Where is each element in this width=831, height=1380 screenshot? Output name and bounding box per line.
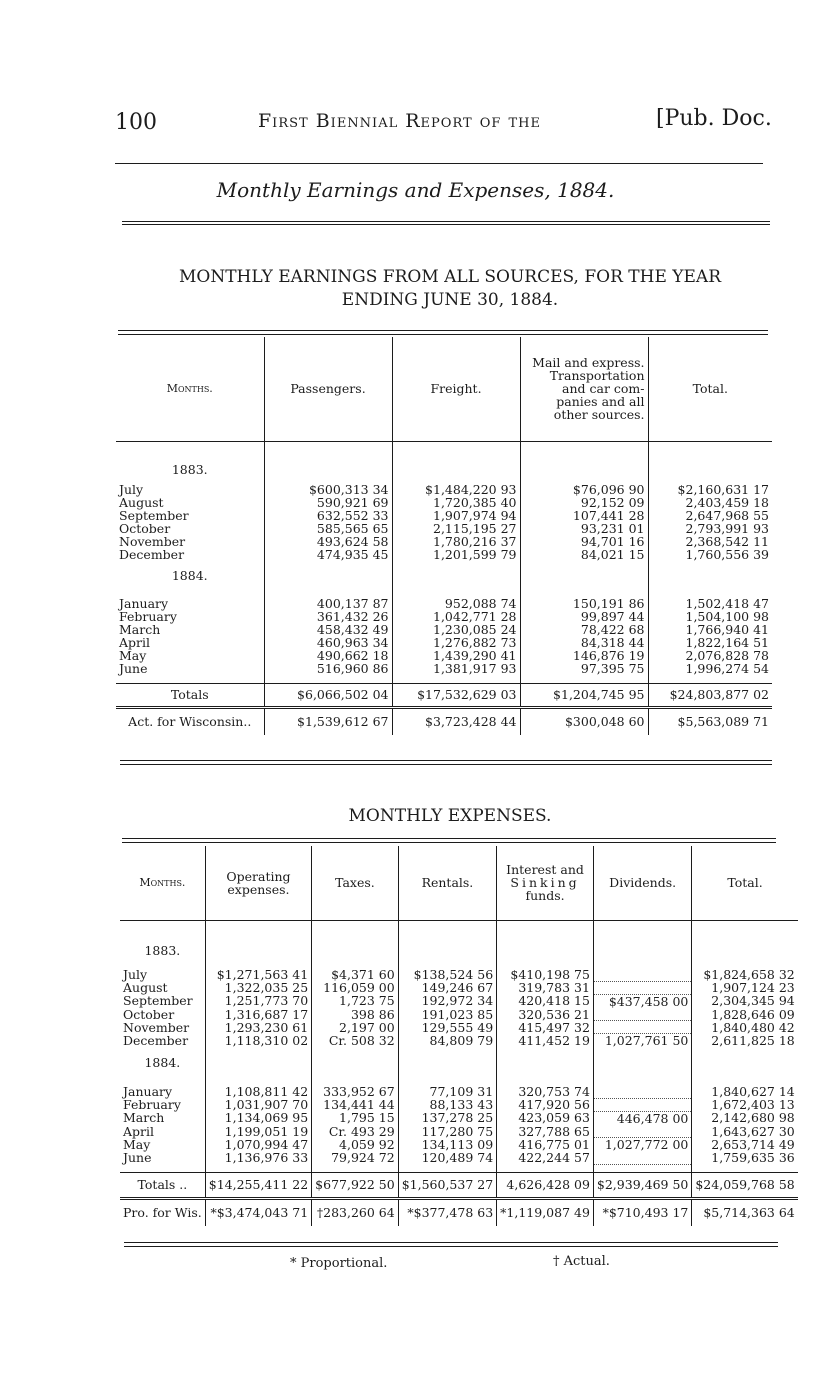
value-cell: [593, 1021, 691, 1034]
value-cell: *$3,474,043 71: [205, 1198, 311, 1226]
value-cell: Cr. 508 32: [312, 1034, 399, 1048]
earnings-bottom-rule-1: [120, 760, 772, 761]
value-cell: 117,280 75: [398, 1125, 496, 1138]
value-cell: 516,960 86: [264, 662, 392, 675]
value-cell: 1,027,761 50: [593, 1034, 691, 1048]
value-cell: 590,921 69: [264, 496, 392, 509]
value-cell: 191,023 85: [398, 1008, 496, 1021]
month-label: March: [119, 622, 161, 637]
month-label: January: [119, 596, 169, 611]
row-label: Act. for Wisconsin..: [128, 714, 252, 730]
col-total: Total.: [648, 337, 772, 441]
value-cell: $5,563,089 71: [648, 707, 772, 735]
value-cell: $1,484,220 93: [392, 483, 520, 496]
value-cell: 1,134,069 95: [205, 1111, 311, 1125]
row-label: Pro. for Wis.: [123, 1205, 202, 1221]
value-cell: 1,766,940 41: [648, 623, 772, 636]
footnote-actual: † Actual.: [553, 1254, 610, 1269]
value-cell: [593, 1125, 691, 1138]
value-cell: 1,027,772 00: [593, 1138, 691, 1152]
col-passengers: Passengers.: [264, 337, 392, 441]
value-cell: 1,795 15: [312, 1111, 399, 1125]
month-label: November: [123, 1019, 190, 1035]
table-row: [120, 1098, 798, 1111]
pub-doc-label: [Pub. Doc.: [656, 106, 772, 131]
value-cell: $1,539,612 67: [264, 707, 392, 735]
col-total: Total.: [692, 846, 798, 920]
totals-row: [120, 1172, 798, 1198]
value-cell: 99,897 44: [520, 610, 648, 623]
value-cell: 2,304,345 94: [692, 994, 798, 1008]
value-cell: [593, 1085, 691, 1098]
value-cell: 134,113 09: [398, 1138, 496, 1152]
value-cell: 1,316,687 17: [205, 1008, 311, 1021]
value-cell: 2,403,459 18: [648, 496, 772, 509]
earnings-top-rule-2: [118, 334, 768, 335]
value-cell: $1,824,658 32: [692, 968, 798, 981]
earnings-title-line1: MONTHLY EARNINGS FROM ALL SOURCES, FOR THE YEAR: [179, 267, 721, 287]
value-cell: 1,723 75: [312, 994, 399, 1008]
value-cell: $2,939,469 50: [593, 1172, 691, 1198]
value-cell: $24,803,877 02: [648, 683, 772, 707]
value-cell: 327,788 65: [497, 1125, 594, 1138]
table-row: [120, 1021, 798, 1034]
value-cell: 2,793,991 93: [648, 522, 772, 535]
table-row: [120, 1111, 798, 1125]
value-cell: 1,643,627 30: [692, 1125, 798, 1138]
value-cell: 78,422 68: [520, 623, 648, 636]
value-cell: $6,066,502 04: [264, 683, 392, 707]
value-cell: 1,759,635 36: [692, 1151, 798, 1164]
value-cell: 1,828,646 09: [692, 1008, 798, 1021]
value-cell: 474,935 45: [264, 548, 392, 561]
value-cell: 2,653,714 49: [692, 1138, 798, 1152]
value-cell: 1,251,773 70: [205, 994, 311, 1008]
table-row: [120, 1151, 798, 1164]
table-row: [120, 1125, 798, 1138]
value-cell: 84,021 15: [520, 548, 648, 561]
month-label: August: [119, 495, 164, 510]
value-cell: 1,780,216 37: [392, 535, 520, 548]
value-cell: 400,137 87: [264, 597, 392, 610]
value-cell: $24,059,768 58: [692, 1172, 798, 1198]
value-cell: $4,371 60: [312, 968, 399, 981]
value-cell: 1,907,974 94: [392, 509, 520, 522]
value-cell: 2,647,968 55: [648, 509, 772, 522]
value-cell: 2,368,542 11: [648, 535, 772, 548]
value-cell: 446,478 00: [593, 1111, 691, 1125]
value-cell: 1,502,418 47: [648, 597, 772, 610]
month-label: September: [123, 993, 193, 1009]
value-cell: 94,701 16: [520, 535, 648, 548]
month-label: January: [123, 1084, 173, 1099]
table-row: [120, 1008, 798, 1021]
col-dividends: Dividends.: [593, 846, 691, 920]
value-cell: 1,070,994 47: [205, 1138, 311, 1152]
pro-wisconsin-row: [120, 1198, 798, 1226]
month-label: May: [123, 1136, 151, 1152]
value-cell: 1,760,556 39: [648, 548, 772, 561]
value-cell: $410,198 75: [497, 968, 594, 981]
table-row: [120, 1138, 798, 1152]
value-cell: 415,497 32: [497, 1021, 594, 1034]
expenses-bottom-rule-1: [124, 1242, 778, 1243]
subtitle-rule-1: [122, 221, 770, 222]
table-row: [116, 662, 772, 675]
act-wisconsin-row: [116, 707, 772, 735]
value-cell: 1,108,811 42: [205, 1085, 311, 1098]
value-cell: †283,260 64: [312, 1198, 399, 1226]
expenses-bottom-rule-2: [124, 1246, 778, 1247]
value-cell: 77,109 31: [398, 1085, 496, 1098]
value-cell: 97,395 75: [520, 662, 648, 675]
month-label: May: [119, 648, 147, 663]
value-cell: [593, 981, 691, 994]
col-interest: Interest and Sinking funds.: [497, 846, 594, 920]
year-label: 1884.: [144, 1054, 181, 1070]
earnings-top-rule-1: [118, 330, 768, 331]
earnings-bottom-rule-2: [120, 764, 772, 765]
value-cell: 416,775 01: [497, 1138, 594, 1152]
earnings-table: [116, 337, 772, 735]
value-cell: $17,532,629 03: [392, 683, 520, 707]
value-cell: 88,133 43: [398, 1098, 496, 1111]
table-row: [116, 548, 772, 561]
value-cell: $138,524 56: [398, 968, 496, 981]
earnings-title-line2: ENDING JUNE 30, 1884.: [341, 290, 559, 310]
month-label: February: [119, 609, 177, 624]
value-cell: $5,714,363 64: [692, 1198, 798, 1226]
value-cell: 129,555 49: [398, 1021, 496, 1034]
value-cell: 1,322,035 25: [205, 981, 311, 994]
value-cell: [593, 968, 691, 981]
value-cell: 1,504,100 98: [648, 610, 772, 623]
value-cell: 1,840,627 14: [692, 1085, 798, 1098]
month-label: December: [119, 547, 185, 562]
value-cell: $14,255,411 22: [205, 1172, 311, 1198]
value-cell: 490,662 18: [264, 649, 392, 662]
col-taxes: Taxes.: [312, 846, 399, 920]
value-cell: 93,231 01: [520, 522, 648, 535]
value-cell: *$710,493 17: [593, 1198, 691, 1226]
running-title: First Biennial Report of the: [258, 110, 541, 132]
value-cell: $1,560,537 27: [398, 1172, 496, 1198]
value-cell: 320,753 74: [497, 1085, 594, 1098]
col-operating: Operating expenses.: [205, 846, 311, 920]
row-label: Totals ..: [137, 1177, 188, 1192]
value-cell: 107,441 28: [520, 509, 648, 522]
value-cell: 1,293,230 61: [205, 1021, 311, 1034]
value-cell: $2,160,631 17: [648, 483, 772, 496]
value-cell: 116,059 00: [312, 981, 399, 994]
row-label: Totals: [170, 687, 209, 702]
expenses-top-rule-1: [122, 838, 776, 839]
subtitle-rule-2: [122, 224, 770, 225]
month-label: October: [119, 521, 171, 536]
table-row: [120, 994, 798, 1008]
value-cell: $677,922 50: [312, 1172, 399, 1198]
value-cell: 411,452 19: [497, 1034, 594, 1048]
value-cell: 4,059 92: [312, 1138, 399, 1152]
totals-row: [116, 683, 772, 707]
value-cell: 1,276,882 73: [392, 636, 520, 649]
value-cell: 84,809 79: [398, 1034, 496, 1048]
month-label: April: [123, 1123, 154, 1139]
page-number: 100: [115, 110, 157, 135]
value-cell: $76,096 90: [520, 483, 648, 496]
month-label: March: [123, 1110, 165, 1126]
value-cell: 120,489 74: [398, 1151, 496, 1164]
value-cell: 952,088 74: [392, 597, 520, 610]
expenses-title: MONTHLY EXPENSES.: [348, 806, 552, 826]
value-cell: [593, 1098, 691, 1111]
value-cell: 4,626,428 09: [497, 1172, 594, 1198]
value-cell: [593, 1008, 691, 1021]
value-cell: 192,972 34: [398, 994, 496, 1008]
table-row: [120, 1034, 798, 1048]
value-cell: 398 86: [312, 1008, 399, 1021]
value-cell: $3,723,428 44: [392, 707, 520, 735]
value-cell: $1,271,563 41: [205, 968, 311, 981]
month-label: August: [123, 980, 168, 995]
value-cell: $300,048 60: [520, 707, 648, 735]
value-cell: 493,624 58: [264, 535, 392, 548]
value-cell: 1,822,164 51: [648, 636, 772, 649]
value-cell: 1,201,599 79: [392, 548, 520, 561]
col-rentals: Rentals.: [398, 846, 496, 920]
value-cell: 460,963 34: [264, 636, 392, 649]
value-cell: *1,119,087 49: [497, 1198, 594, 1226]
expenses-table: [120, 846, 798, 1226]
value-cell: 134,441 44: [312, 1098, 399, 1111]
value-cell: 417,920 56: [497, 1098, 594, 1111]
year-label: 1884.: [171, 567, 208, 583]
value-cell: 361,432 26: [264, 610, 392, 623]
month-label: November: [119, 534, 186, 549]
value-cell: 1,996,274 54: [648, 662, 772, 675]
value-cell: 2,197 00: [312, 1021, 399, 1034]
value-cell: 422,244 57: [497, 1151, 594, 1164]
month-label: July: [119, 482, 144, 497]
value-cell: $600,313 34: [264, 483, 392, 496]
value-cell: 1,118,310 02: [205, 1034, 311, 1048]
col-months: Months.: [139, 876, 186, 890]
value-cell: 84,318 44: [520, 636, 648, 649]
value-cell: 150,191 86: [520, 597, 648, 610]
value-cell: 1,840,480 42: [692, 1021, 798, 1034]
month-label: February: [123, 1097, 181, 1112]
year-label: 1883.: [144, 943, 181, 958]
footnote-proportional: * Proportional.: [290, 1256, 388, 1271]
value-cell: Cr. 493 29: [312, 1125, 399, 1138]
value-cell: 632,552 33: [264, 509, 392, 522]
value-cell: 1,199,051 19: [205, 1125, 311, 1138]
value-cell: *$377,478 63: [398, 1198, 496, 1226]
table-row: [120, 981, 798, 994]
value-cell: 319,783 31: [497, 981, 594, 994]
value-cell: 1,381,917 93: [392, 662, 520, 675]
value-cell: 1,031,907 70: [205, 1098, 311, 1111]
value-cell: 420,418 15: [497, 994, 594, 1008]
value-cell: 1,907,124 23: [692, 981, 798, 994]
value-cell: 2,115,195 27: [392, 522, 520, 535]
value-cell: 146,876 19: [520, 649, 648, 662]
year-label: 1883.: [171, 462, 208, 477]
value-cell: 1,720,385 40: [392, 496, 520, 509]
value-cell: 1,439,290 41: [392, 649, 520, 662]
month-label: June: [119, 661, 148, 676]
value-cell: [593, 1151, 691, 1164]
month-label: July: [123, 967, 148, 982]
col-freight: Freight.: [392, 337, 520, 441]
value-cell: $437,458 00: [593, 994, 691, 1008]
header-rule: [115, 163, 763, 164]
value-cell: 458,432 49: [264, 623, 392, 636]
value-cell: 137,278 25: [398, 1111, 496, 1125]
expenses-top-rule-2: [122, 842, 776, 843]
value-cell: 2,142,680 98: [692, 1111, 798, 1125]
col-mail-express: Mail and express. Transportation and car com- panies and all other sources.: [520, 337, 648, 441]
value-cell: $1,204,745 95: [520, 683, 648, 707]
month-label: October: [123, 1006, 175, 1022]
value-cell: 320,536 21: [497, 1008, 594, 1021]
month-label: December: [123, 1032, 189, 1048]
page-subtitle: Monthly Earnings and Expenses, 1884.: [216, 178, 615, 202]
value-cell: 333,952 67: [312, 1085, 399, 1098]
value-cell: 92,152 09: [520, 496, 648, 509]
value-cell: 2,611,825 18: [692, 1034, 798, 1048]
value-cell: 1,672,403 13: [692, 1098, 798, 1111]
value-cell: 1,042,771 28: [392, 610, 520, 623]
value-cell: 423,059 63: [497, 1111, 594, 1125]
month-label: June: [123, 1150, 152, 1165]
value-cell: 1,136,976 33: [205, 1151, 311, 1164]
value-cell: 1,230,085 24: [392, 623, 520, 636]
value-cell: 149,246 67: [398, 981, 496, 994]
value-cell: 2,076,828 78: [648, 649, 772, 662]
month-label: April: [119, 635, 150, 650]
value-cell: 79,924 72: [312, 1151, 399, 1164]
month-label: September: [119, 508, 189, 523]
value-cell: 585,565 65: [264, 522, 392, 535]
col-months: Months.: [166, 382, 213, 396]
